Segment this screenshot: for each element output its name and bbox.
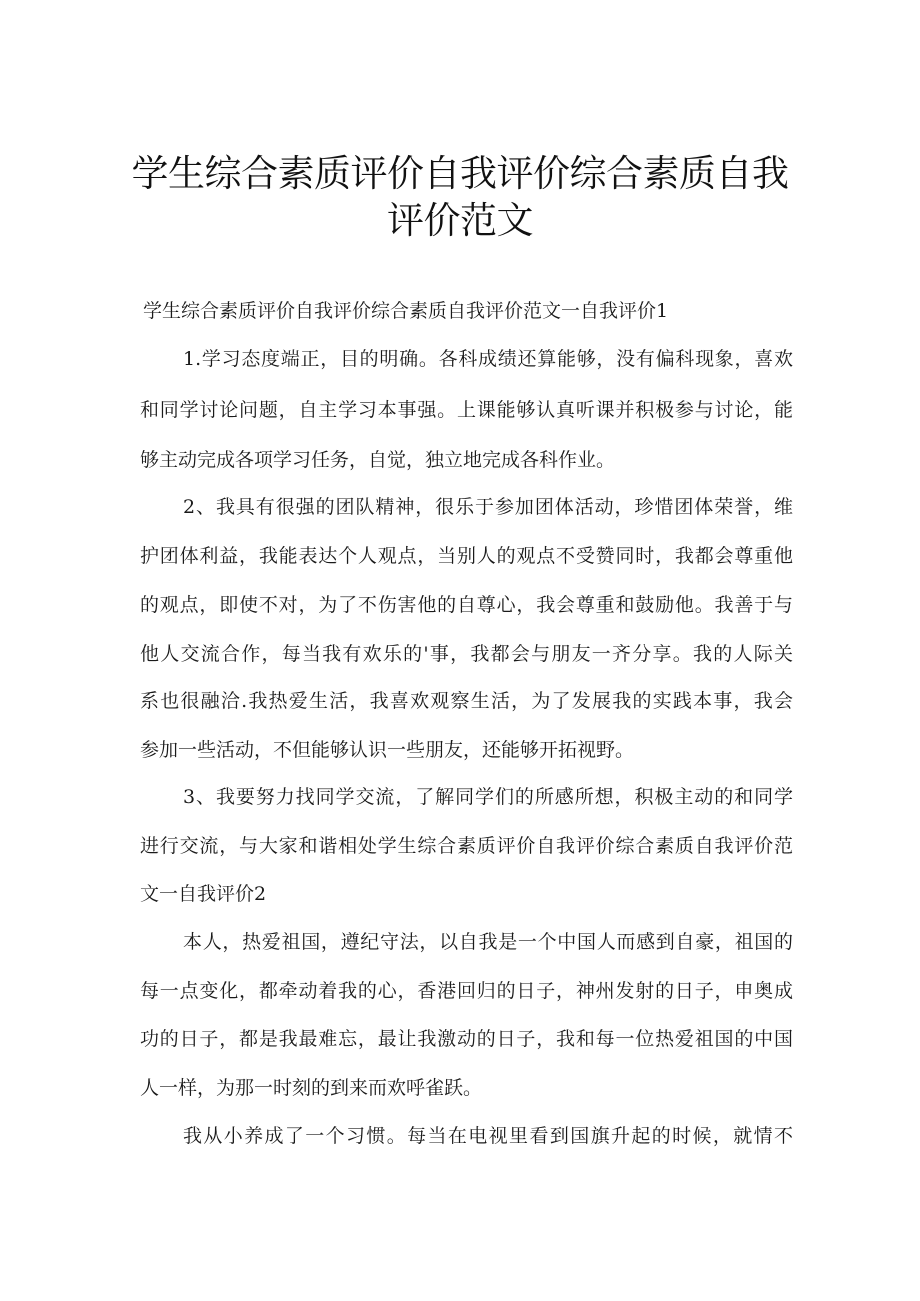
paragraph-line: 1.学习态度端正，目的明确。各科成绩还算能够，没有偏科现象，喜欢 — [183, 348, 793, 370]
paragraph-line: 他人交流合作，每当我有欢乐的'事，我都会与朋友一齐分享。我的人际关 — [140, 643, 793, 665]
paragraph-line: 3、我要努力找同学交流，了解同学们的所感所想，积极主动的和同学 — [183, 786, 793, 808]
paragraph-line: 的观点，即使不对，为了不伤害他的自尊心，我会尊重和鼓励他。我善于与 — [140, 594, 793, 616]
paragraph-line: 我从小养成了一个习惯。每当在电视里看到国旗升起的时候，就情不 — [183, 1125, 793, 1147]
paragraph-line: 人一样，为那一时刻的到来而欢呼雀跃。 — [140, 1077, 483, 1099]
paragraph-line: 2、我具有很强的团队精神，很乐于参加团体活动，珍惜团体荣誉，维 — [183, 496, 793, 518]
paragraph-line: 本人，热爱祖国，遵纪守法，以自我是一个中国人而感到自豪，祖国的 — [183, 931, 793, 953]
paragraph-line: 护团体利益，我能表达个人观点，当别人的观点不受赞同时，我都会尊重他 — [140, 545, 793, 567]
paragraph-line: 够主动完成各项学习任务，自觉，独立地完成各科作业。 — [140, 449, 616, 471]
paragraph-line: 系也很融洽.我热爱生活，我喜欢观察生活，为了发展我的实践本事，我会 — [140, 690, 793, 712]
document-title-line-1: 学生综合素质评价自我评价综合素质自我 — [131, 152, 789, 195]
document-title-line-2: 评价范文 — [387, 199, 533, 242]
paragraph-line: 功的日子，都是我最难忘，最让我激动的日子，我和每一位热爱祖国的中国 — [140, 1028, 793, 1050]
paragraph-line: 文一自我评价2 — [140, 883, 267, 905]
paragraph-line: 进行交流，与大家和谐相处学生综合素质评价自我评价综合素质自我评价范 — [140, 835, 793, 857]
paragraph-line: 和同学讨论问题，自主学习本事强。上课能够认真听课并积极参与讨论，能 — [140, 399, 793, 421]
section-heading: 学生综合素质评价自我评价综合素质自我评价范文一自我评价1 — [143, 300, 669, 322]
paragraph-line: 每一点变化，都牵动着我的心，香港回归的日子，神州发射的日子，申奥成 — [140, 980, 793, 1002]
paragraph-line: 参加一些活动，不但能够认识一些朋友，还能够开拓视野。 — [140, 739, 635, 761]
